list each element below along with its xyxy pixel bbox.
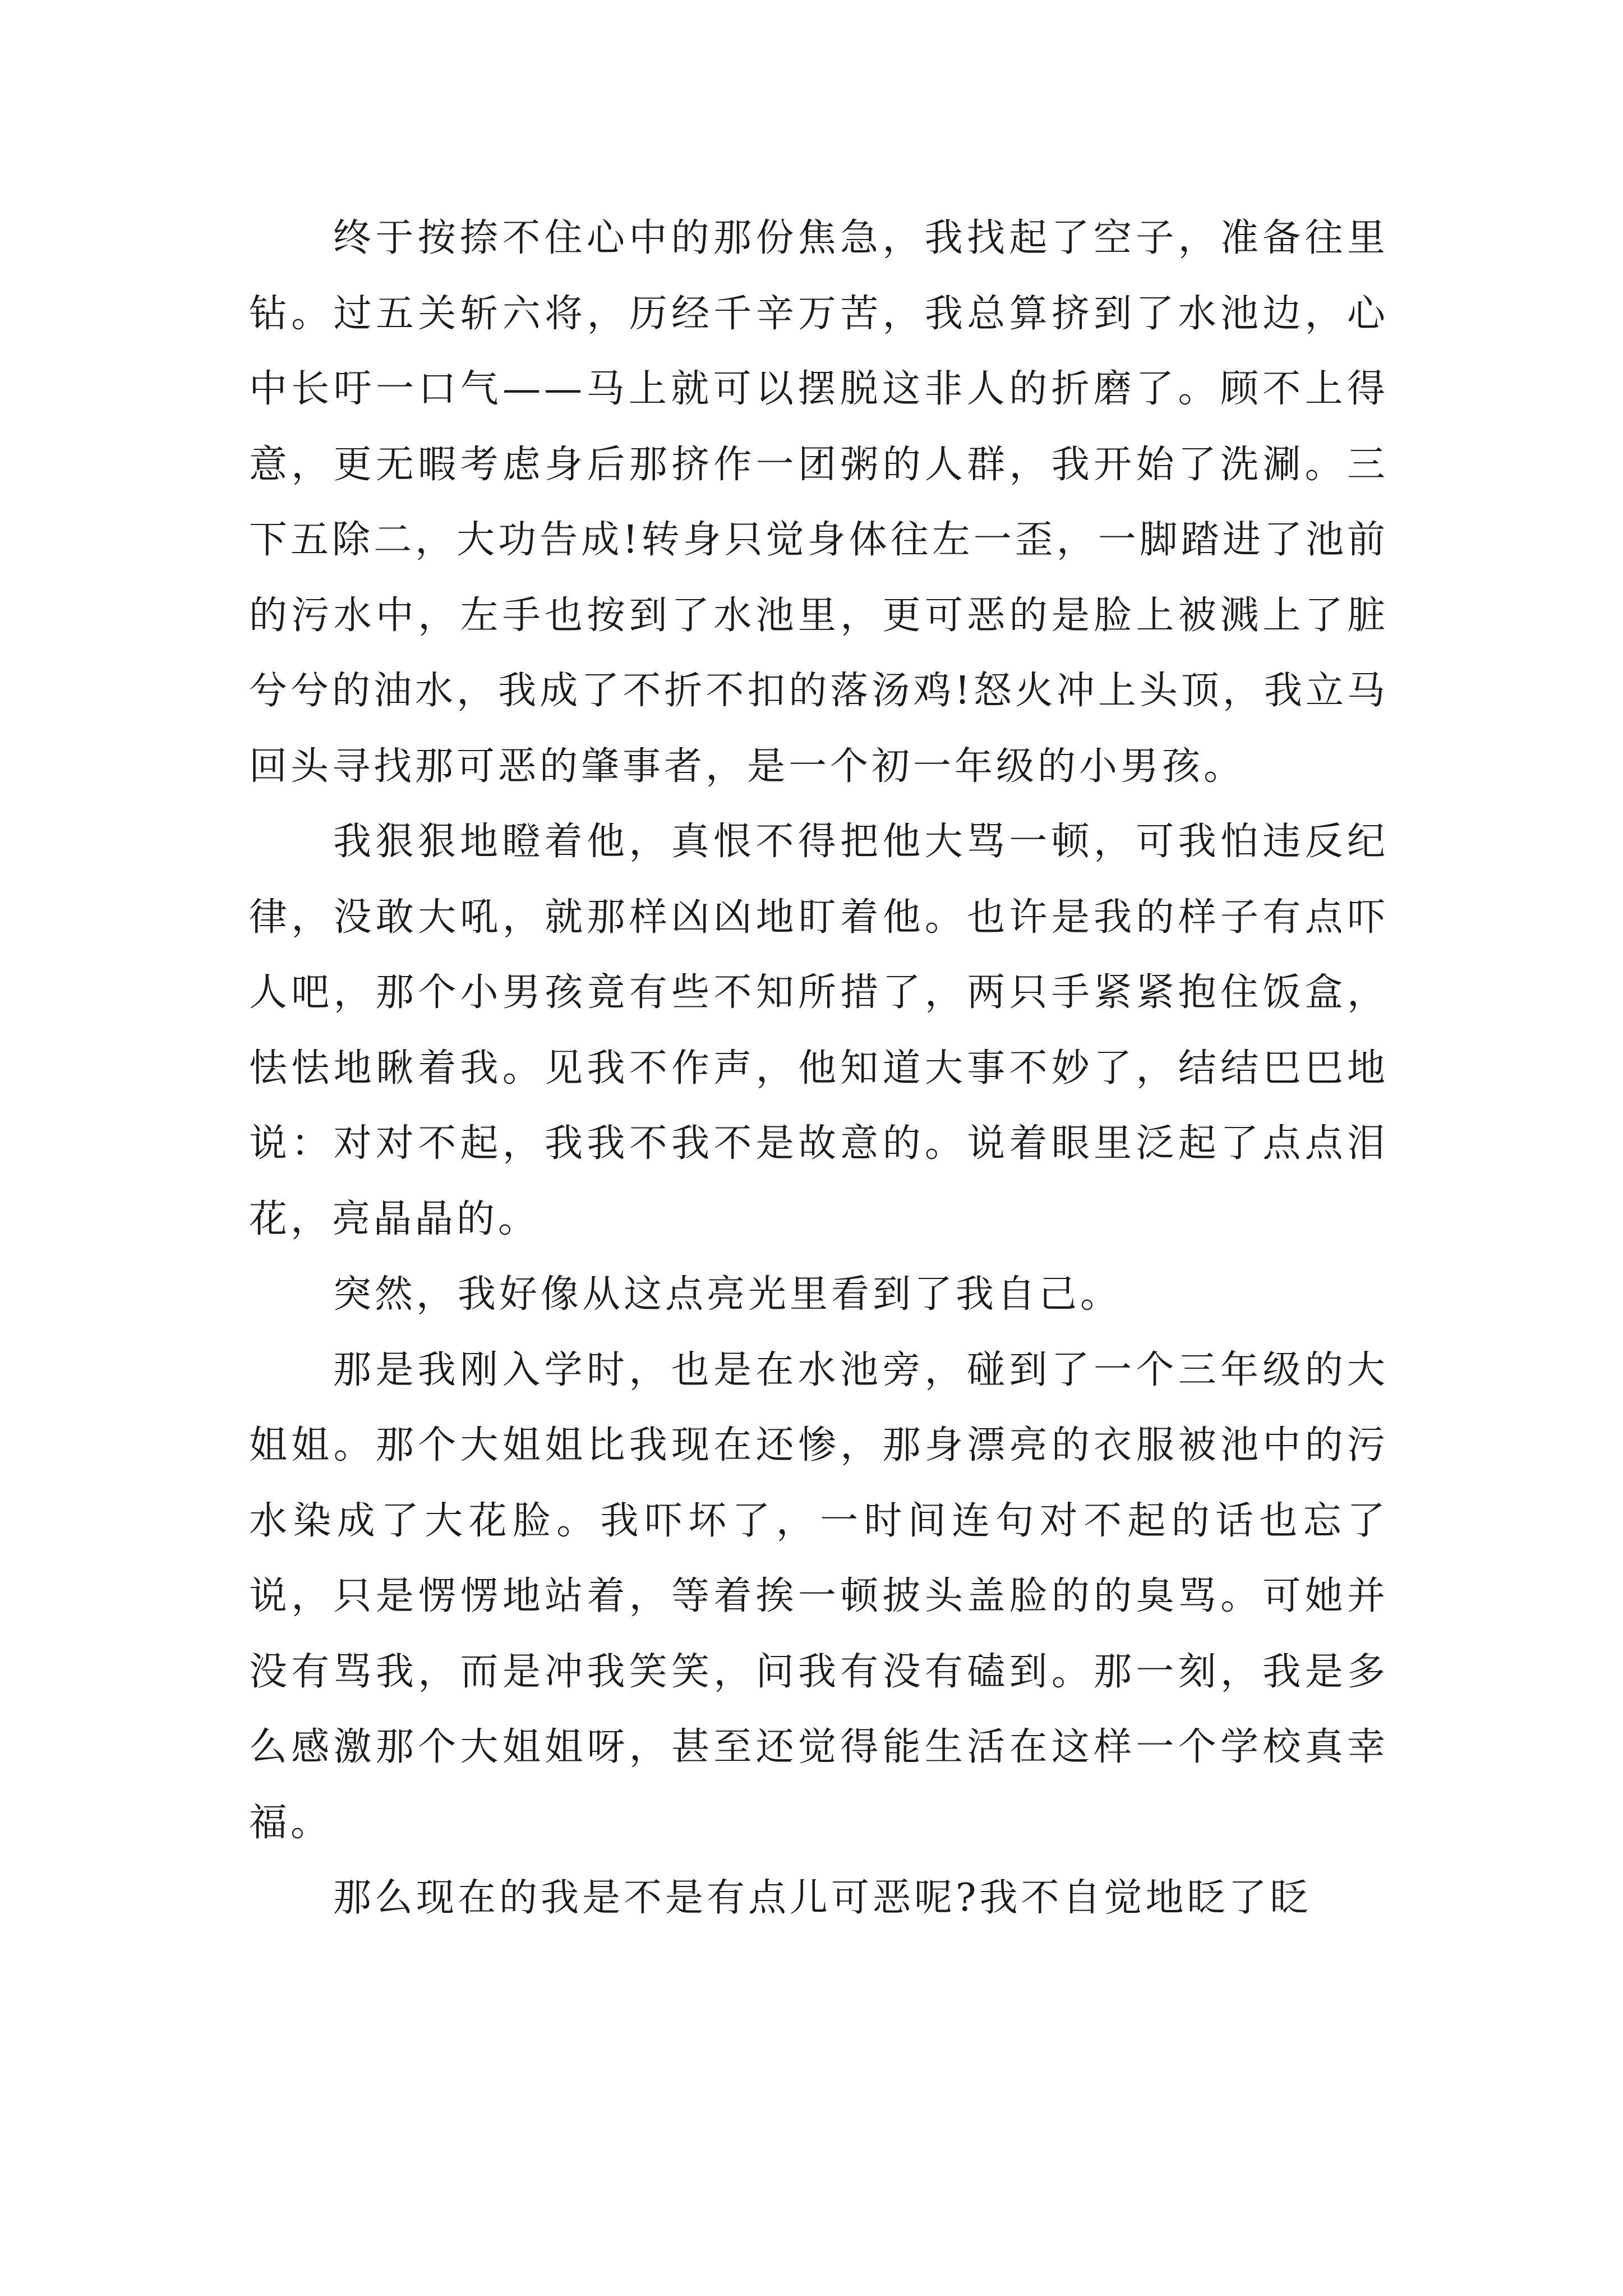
- document-body: [249, 201, 1389, 1936]
- paragraph-4: 那是我刚入学时，也是在水池旁，碰到了一个三年级的大姐姐。那个大姐姐比我现在还惨，那身漂亮的衣服被池中的污水染成了大花脸。我吓坏了，一时间连句对不起的话也忘了说，只是愣愣地站着，等着挨一顿披头盖脸的的臭骂。可她并没有骂我，而是冲我笑笑，问我有没有磕到。那一刻，我是多么感激那个大姐姐呀，甚至还觉得能生活在这样一个学校真幸福。: [249, 1347, 1389, 1845]
- paragraph-1: 终于按捺不住心中的那份焦急，我找起了空子，准备往里钻。过五关斩六将，历经千辛万苦，我总算挤到了水池边，心中长吁一口气——马上就可以摆脱这非人的折磨了。顾不上得意，更无暇考虑身后那挤作一团粥的人群，我开始了洗涮。三下五除二，大功告成!转身只觉身体往左一歪，一脚踏进了池前的污水中，左手也按到了水池里，更可恶的是脸上被溅上了脏兮兮的油水，我成了不折不扣的落汤鸡!怒火冲上头顶，我立马回头寻找那可恶的肇事者，是一个初一年级的小男孩。: [249, 216, 1389, 789]
- paragraph-5: 那么现在的我是不是有点儿可恶呢?我不自觉地眨了眨: [333, 1876, 1312, 1920]
- paragraph-3: 突然，我好像从这点亮光里看到了我自己。: [333, 1272, 1122, 1317]
- paragraph-2: 我狠狠地瞪着他，真恨不得把他大骂一顿，可我怕违反纪律，没敢大吼，就那样凶凶地盯着他。也许是我的样子有点吓人吧，那个小男孩竟有些不知所措了，两只手紧紧抱住饭盒，怯怯地瞅着我。见我不作声，他知道大事不妙了，结结巴巴地说：对对不起，我我不我不是故意的。说着眼里泛起了点点泪花，亮晶晶的。: [249, 820, 1389, 1241]
